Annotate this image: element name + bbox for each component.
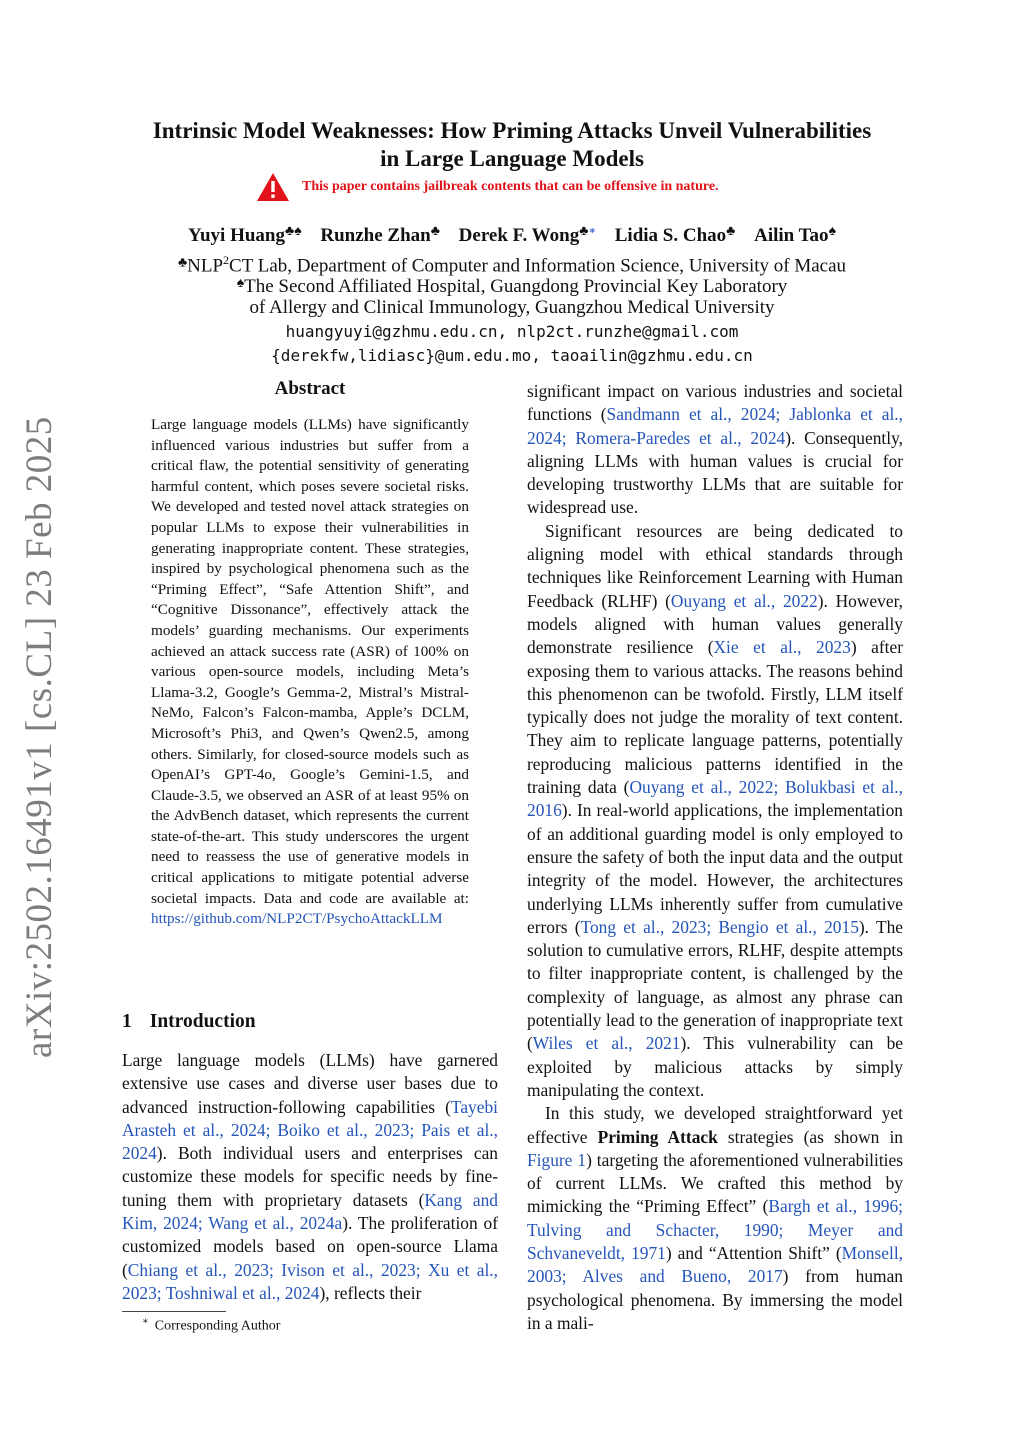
bold-term: Priming Attack — [597, 1126, 718, 1147]
arxiv-stamp: arXiv:2502.16491v1 [cs.CL] 23 Feb 2025 — [19, 416, 60, 1058]
paragraph: significant impact on various industries and societal functions (Sandmann et al., 2024; Jablonka et al., 2024; Romera-Paredes et al., 2024). Consequently, aligning LLMs with human values is crucial for developing trustworthy LLMs that are suitable for widespread use. — [527, 381, 903, 518]
citation-link[interactable]: Ouyang et al., 2022; Bolukbasi et al., 2016 — [527, 777, 903, 821]
intro-left-column — [122, 1049, 498, 1305]
author — [459, 225, 596, 246]
email-line-1[interactable]: huangyuyi@gzhmu.edu.cn, nlp2ct.runzhe@gmail.com — [285, 322, 739, 341]
author-affiliation-mark: ♠ — [828, 224, 836, 239]
affiliation-2: ♠The Second Affiliated Hospital, Guangdong Provincial Key Laboratory — [236, 276, 788, 297]
section-heading-introduction — [122, 1011, 256, 1033]
author-name: Lidia S. Chao — [614, 225, 727, 246]
paragraph: Significant resources are being dedicated to aligning model with ethical standards through techniques like Reinforcement Learning with Human Feedback (RLHF) (Ouyang et al., 2022). However, models aligned with human values generally demonstrate resilience (Xie et al., 2023) after exposing them to various attacks. The reasons behind this phenomenon can be twofold. Firstly, LLM itself typically does not judge the morality of text content. They aim to replicate language patterns, potentially reproducing malicious patterns identified in the training data (Ouyang et al., 2022; Bolukbasi et al., 2016). In real-world applications, the implementation of an additional guarding model is only employed to ensure the safety of both the input data and the output integrity of the model. However, the architectures underlying LLMs inherently suffer from cumulative errors (Tong et al., 2023; Bengio et al., 2015). The solution to cumulative errors, RLHF, despite attempts to filter inappropriate content, is challenged by the complexity of language, as almost any phrase can potentially lead to the generation of inappropriate text (Wiles et al., 2021). This vulnerability can be exploited by malicious attacks by simply manipulating the context. — [527, 520, 904, 1100]
figure-link[interactable]: Figure 1 — [527, 1149, 587, 1170]
paper-title — [100, 117, 924, 173]
author-name: Derek F. Wong — [458, 225, 580, 246]
citation-link[interactable]: Bargh et al., 1996; Tulving and Schacter, 1990; Meyer and Schvaneveldt, 1971 — [527, 1196, 903, 1263]
content-warning — [256, 172, 816, 202]
abstract-heading: Abstract — [274, 378, 346, 399]
footnote-mark: ∗ — [142, 1316, 149, 1327]
citation-link[interactable]: Xie et al., 2023 — [713, 637, 851, 658]
abstract-body — [151, 415, 469, 930]
footnote-divider — [122, 1311, 226, 1312]
author-name: Runzhe Zhan — [320, 225, 431, 246]
citation-link[interactable]: Tayebi Arasteh et al., 2024; Boiko et al., 2023; Pais et al., 2024 — [122, 1096, 498, 1164]
author — [320, 225, 440, 246]
title-line-2: in Large Language Models — [380, 146, 644, 171]
section-title: Introduction — [149, 1011, 256, 1032]
citation-link[interactable]: Kang and Kim, 2024; Wang et al., 2024a — [122, 1189, 498, 1234]
author-name: Ailin Tao — [754, 225, 829, 246]
citation-link[interactable]: Sandmann et al., 2024; Jablonka et al., 2024; Romera-Paredes et al., 2024 — [527, 404, 903, 448]
section-number: 1 — [122, 1011, 132, 1032]
affiliation-mark: ♠ — [236, 276, 245, 291]
corresponding-author-star[interactable]: ∗ — [588, 225, 596, 237]
citation-link[interactable]: Tong et al., 2023; Bengio et al., 2015 — [580, 916, 859, 937]
author — [615, 225, 736, 246]
author-name: Yuyi Huang — [188, 225, 285, 246]
citation-link[interactable]: Ouyang et al., 2022 — [670, 590, 818, 611]
author — [754, 225, 836, 246]
warning-triangle-icon — [256, 172, 290, 202]
email-line-2[interactable]: {derekfw,lidiasc}@um.edu.mo, taoailin@gzhmu.edu.cn — [271, 346, 753, 365]
code-repository-link[interactable]: https://github.com/NLP2CT/PsychoAttackLLM — [151, 910, 443, 928]
affiliation-1: ♣NLP$^2$CT Lab, Department of Computer and Information Science, University of Macau — [177, 253, 847, 277]
paragraph: In this study, we developed straightforward yet effective Priming Attack strategies (as shown in Figure 1) targeting the aforementioned vulnerabilities of current LLMs. We crafted this method by mimicking the “Priming Effect” (Bargh et al., 1996; Tulving and Schacter, 1990; Meyer and Schvaneveldt, 1971) and “Attention Shift” (Monsell, 2003; Alves and Bueno, 2017) from human psychological phenomena. By immersing the model in a mali- — [527, 1103, 903, 1333]
warning-text: This paper contains jailbreak contents that can be offensive in nature. — [302, 179, 719, 194]
citation-link[interactable]: Wiles et al., 2021 — [532, 1033, 681, 1054]
abstract-text: Large language models (LLMs) have significantly influenced various industries but suffer from a critical flaw, the potential sensitivity of generating harmful content, which poses severe societal risks. We developed and tested novel attack strategies on popular LLMs to expose their vulnerabilities in generating inappropriate content. These strategies, inspired by psychological phenomena such as the “Priming Effect”, “Safe Attention Shift”, and “Cognitive Dissonance”, effectively attack the models’ guarding mechanisms. Our experiments achieved an attack success rate (ASR) of 100% on various open-source models, including Meta’s Llama-3.2, Google’s Gemma-2, Mistral’s Mistral-NeMo, Falcon’s Falcon-mamba, Apple’s DCLM, Microsoft’s Phi3, and Qwen’s Qwen2.5, among others. Similarly, for closed-source models such as OpenAI’s GPT-4o, Google’s Gemini-1.5, and Claude-3.5, we observed an ASR of at least 95% on the AdvBench dataset, which represents the current state-of-the-art. This study underscores the urgent need to reassess the use of generative models in critical applications to mitigate potential adverse societal impacts. Data and code are available at: — [151, 416, 469, 907]
author-affiliation-mark: ♣ — [579, 224, 589, 239]
intro-right-column — [527, 380, 903, 1335]
affiliation-2-line-2: of Allergy and Clinical Immunology, Guangzhou Medical University — [249, 297, 775, 318]
citation-link[interactable]: Chiang et al., 2023; Ivison et al., 2023; Xu et al., 2023; Toshniwal et al., 2024 — [122, 1259, 498, 1303]
paragraph: Large language models (LLMs) have garnered extensive use cases and diverse user bases due to advanced instruction-following capabilities (Tayebi Arasteh et al., 2024; Boiko et al., 2023; Pais et al., 2024). Both individual users and enterprises can customize these models for specific needs by fine-tuning them with proprietary datasets (Kang and Kim, 2024; Wang et al., 2024a). The proliferation of customized models based on open-source Llama (Chiang et al., 2023; Ivison et al., 2023; Xu et al., 2023; Toshniwal et al., 2024), reflects their — [122, 1050, 498, 1303]
author — [188, 225, 302, 246]
footnote-text: Corresponding Author — [154, 1318, 281, 1334]
affiliation-mark: ♣ — [177, 255, 188, 271]
author-affiliation-mark: ♣♠ — [285, 224, 302, 239]
title-line-1: Intrinsic Model Weaknesses: How Priming Attacks Unveil Vulnerabilities — [152, 118, 872, 143]
footnote — [142, 1316, 280, 1335]
citation-link[interactable]: Monsell, 2003; Alves and Bueno, 2017 — [527, 1242, 903, 1287]
author-affiliation-mark: ♣ — [726, 224, 736, 239]
author-list — [100, 224, 924, 247]
author-affiliation-mark: ♣ — [430, 224, 440, 239]
